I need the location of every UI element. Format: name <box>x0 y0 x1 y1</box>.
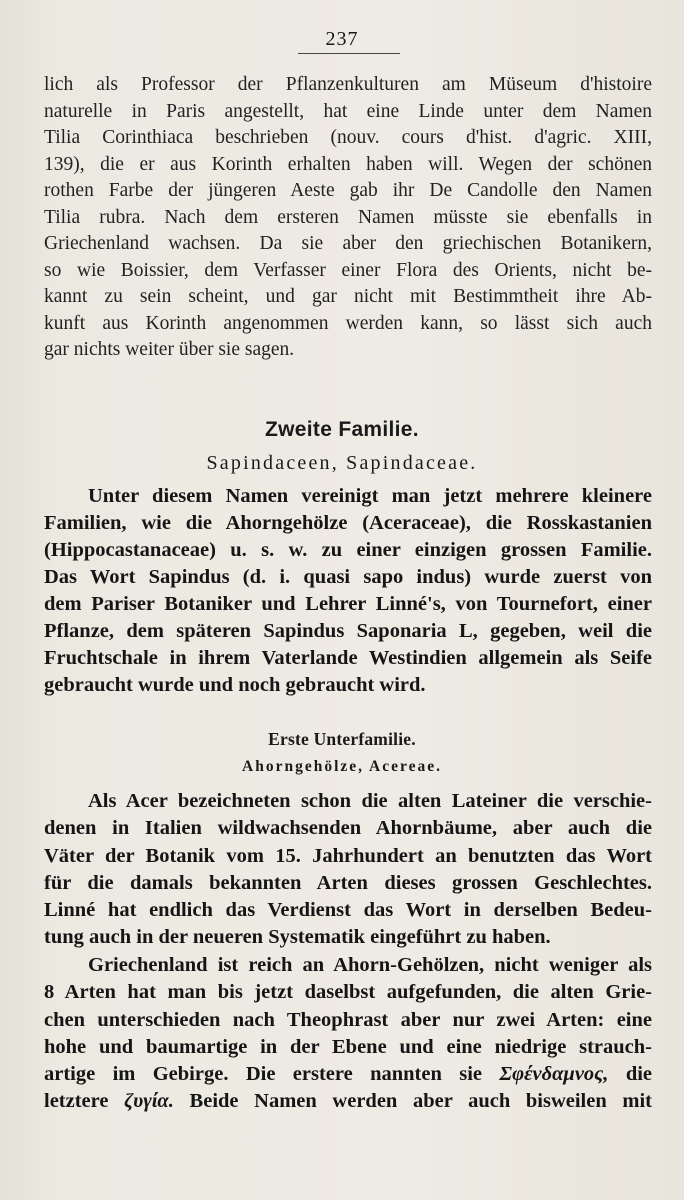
text-line: Das Wort Sapindus (d. i. quasi sapo indus) wurde zuerst von <box>44 566 652 588</box>
text-line: 139), die er aus Korinth erhalten haben will. Wegen der schönen <box>44 153 652 175</box>
text-line: Pflanze, dem späteren Sapindus Saponaria L, gegeben, weil die <box>44 620 652 642</box>
family-subheading: Sapindaceen, Sapindaceae. <box>206 452 478 474</box>
text-line: (Hippocastanaceae) u. s. w. zu einer einzigen grossen Familie. <box>44 539 652 561</box>
text-line: Tilia rubra. Nach dem ersteren Namen müsste sie ebenfalls in <box>44 206 652 228</box>
text-line: Griechenland ist reich an Ahorn-Gehölzen, nicht weniger als <box>88 954 652 976</box>
text-line-with-greek <box>44 1061 652 1088</box>
text-line: denen in Italien wildwachsenden Ahornbäume, aber auch die <box>44 817 652 840</box>
text-line: tung auch in der neueren Systematik eingeführt zu haben. <box>44 926 551 949</box>
page-number: 237 <box>325 28 359 50</box>
text-line: lich als Professor der Pflanzenkulturen am Müseum d'histoire <box>44 74 652 95</box>
text-segment: letztere <box>44 1090 109 1113</box>
text-segment: die <box>625 1063 653 1086</box>
sapindaceae-paragraph <box>44 483 652 699</box>
text-line: rothen Farbe der jüngeren Aeste gab ihr De Candolle den Namen <box>44 180 652 201</box>
text-line: Linné hat endlich das Verdienst das Wort in derselben Bedeu- <box>44 899 652 922</box>
greece-paragraph <box>44 952 652 1116</box>
text-line: kunft aus Korinth angenommen werden kann, so lässt sich auch <box>44 312 652 334</box>
greek-term: Σφένδαμνος, <box>499 1063 609 1086</box>
subfamily-subheading: Ahorngehölze, Acereae. <box>242 758 442 775</box>
text-line: für die damals bekannten Arten dieses grossen Geschlechtes. <box>44 871 652 894</box>
text-line: Als Acer bezeichneten schon die alten Lateiner die verschie- <box>88 790 652 812</box>
text-line: Tilia Corinthiaca beschrieben (nouv. cours d'hist. d'agric. XIII, <box>44 127 652 148</box>
text-line: Familien, wie die Ahorngehölze (Aceraceae), die Rosskastanien <box>44 512 652 534</box>
header-rule <box>298 53 400 54</box>
text-line: gar nichts weiter über sie sagen. <box>44 339 295 360</box>
text-line: Fruchtschale in ihrem Vaterlande Westindien allgemein als Seife <box>44 647 652 669</box>
intro-paragraph <box>44 72 652 364</box>
family-heading: Zweite Familie. <box>265 418 419 441</box>
text-line: kannt zu sein scheint, und gar nicht mit Bestimmtheit ihre Ab- <box>44 286 652 307</box>
text-line-with-greek <box>44 1088 652 1115</box>
subfamily-heading: Erste Unterfamilie. <box>268 729 416 749</box>
text-line: Griechenland wachsen. Da sie aber den griechischen Botanikern, <box>44 233 652 254</box>
text-line: chen unterschieden nach Theophrast aber nur zwei Arten: eine <box>44 1008 652 1031</box>
text-segment: artige im Gebirge. Die erstere nannten sie <box>44 1063 483 1086</box>
text-line: naturelle in Paris angestellt, hat eine Linde unter dem Namen <box>44 100 652 122</box>
text-line: 8 Arten hat man bis jetzt daselbst aufgefunden, die alten Grie- <box>44 981 652 1004</box>
text-line: hohe und baumartige in der Ebene und eine niedrige strauch- <box>44 1035 652 1058</box>
acer-paragraph <box>44 788 652 952</box>
text-segment: Beide Namen werden aber auch bisweilen mit <box>189 1090 652 1113</box>
text-line: Unter diesem Namen vereinigt man jetzt mehrere kleinere <box>88 485 652 507</box>
greek-term: ζυγία. <box>124 1090 174 1113</box>
text-line: so wie Boissier, dem Verfasser einer Flora des Orients, nicht be- <box>44 259 652 281</box>
text-line: Väter der Botanik vom 15. Jahrhundert an benutzten das Wort <box>44 844 652 867</box>
text-line: dem Pariser Botaniker und Lehrer Linné's, von Tournefort, einer <box>44 593 652 615</box>
text-line: gebraucht wurde und noch gebraucht wird. <box>44 674 426 696</box>
